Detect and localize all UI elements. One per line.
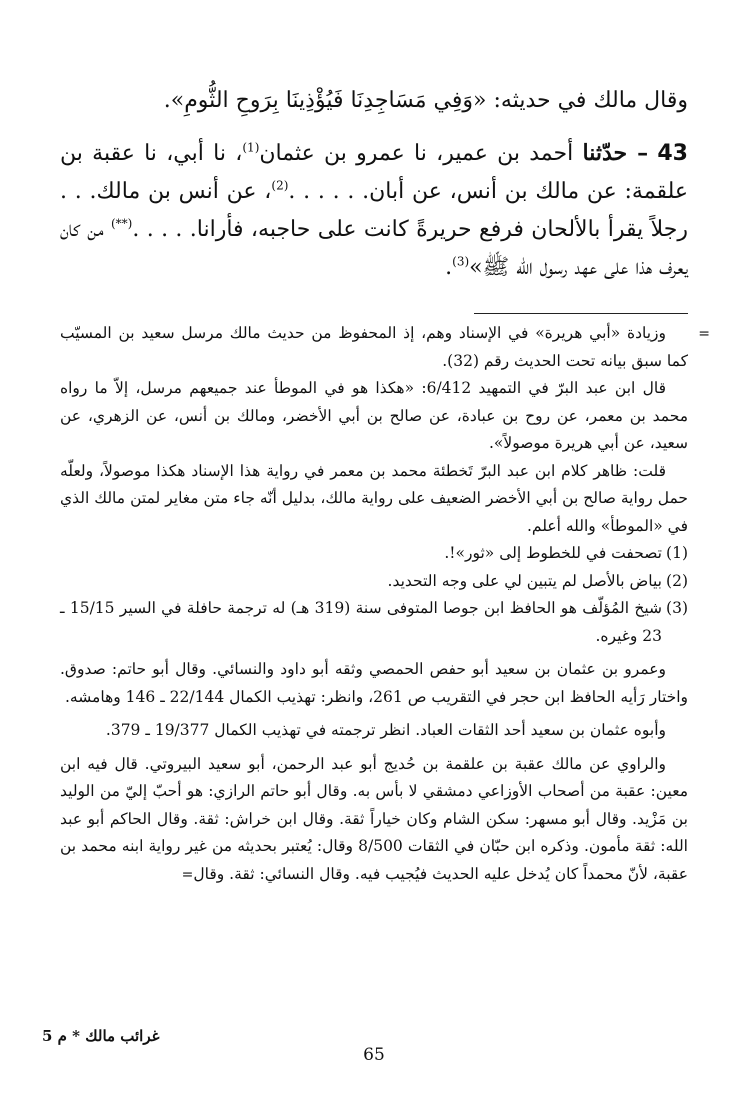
footnote-ref-3[interactable]: (3) (452, 254, 470, 269)
note-paragraph-1: وزيادة «أبي هريرة» في الإسناد وهم، إذ المحفوظ من حديث مالك مرسل سعيد بن المسيّب كما سبق بيانه تحت الحديث رقم (32). (60, 324, 688, 370)
page-number: 65 (363, 1045, 385, 1065)
footnote-2-text: بياض بالأصل لم يتبين لي على وجه التحديد. (387, 571, 662, 590)
footnote-3-text: شيخ المُؤلّف هو الحافظ ابن جوصا المتوفى سنة (319 هـ) له ترجمة حافلة في السير 15/15 ـ 23 وغيره. (60, 599, 663, 645)
continuation-marker: = (698, 326, 710, 342)
main-text (60, 82, 688, 287)
footnote-1 (60, 540, 688, 568)
footnote-1-text: تصحفت في للخطوط إلى «ثور»!. (444, 544, 662, 562)
hadith-lead: – حدّثنا (582, 140, 649, 166)
footnote-1-number: (1) (666, 544, 688, 562)
footnote-2 (60, 568, 688, 596)
hadith-part-3: ، عن أنس بن مالك. . . رجلاً يقرأ بالألحان فرفع حريرةً كانت على حاجبه، فأرانا. . . . . (60, 179, 688, 242)
continuation-end-marker: = (181, 866, 194, 883)
footnote-ref-stars[interactable]: (**) (110, 216, 133, 231)
hadith-part-2: ، نا أبي، نا عقبة بن علقمة: عن مالك بن أنس، عن أبان. . . . . . (60, 141, 688, 204)
footnote-3 (60, 595, 688, 650)
footnotes (60, 320, 688, 889)
intro-line (60, 82, 688, 120)
hadith-end: . (445, 255, 453, 280)
hadith-part-4: من كان يعرف هذا على عهد رسول الله ﷺ» (60, 217, 688, 280)
hadith-part-1: أحمد بن عمير، نا عمرو بن عثمان (259, 141, 574, 166)
footnote-ref-1[interactable]: (1) (242, 140, 260, 155)
note-paragraph-6-text: والراوي عن مالك عقبة بن علقمة بن حُديج أبو عبد الرحمن، أبو سعيد البيروتي. قال فيه ابن معين: عقبة من أصحاب الأوزاعي دمشقي لا بأس به. وقال أبو حاتم الرازي: هو أحبّ إليّ من الوليد بن مَزْيد. وقال أبو مسهر: سكن الشام وكان خياراً ثقة. وقال ابن خراش: ثقة. وقال الحاكم أبو عبد الله: ثقة مأمون. وذكره ابن حبّان في الثقات 8/500 وقال: يُعتبر بحديثه من غير رواية ابنه محمد بن عقبة، لأنّ محمداً كان يُدخل عليه الحديث فيُجيب فيه. وقال النسائي: ثقة. وقال (60, 754, 689, 883)
footnote-2-number: (2) (666, 571, 688, 590)
footnote-divider (474, 313, 688, 314)
signature-mark: غرائب مالك * م 5 (42, 1027, 160, 1045)
note-paragraph-5: وأبوه عثمان بن سعيد أحد الثقات العباد. انظر ترجمته في تهذيب الكمال 19/377 ـ 379. (105, 721, 666, 739)
hadith-43 (60, 134, 688, 287)
note-paragraph-2: قال ابن عبد البرّ في التمهيد 6/412: «هكذا هو في الموطأ عند جميعهم مرسل، إلاّ ما رواه محمد بن معمر، عن روح بن عبادة، عن صالح بن أبي الأخضر، ومالك بن أنس، عن الزهري، عن سعيد، عن أبي هريرة موصولاً». (60, 379, 688, 452)
note-paragraph-6 (60, 751, 688, 890)
note-paragraph-4: وعمرو بن عثمان بن سعيد أبو حفص الحمصي وثقه أبو داود والنسائي. وقال أبو حاتم: صدوق. واختار رَأيه الحافظ ابن حجر في التقريب ص 261، وانظر: تهذيب الكمال 22/144 ـ 146 وهامشه. (60, 660, 688, 706)
intro-line-text: وقال مالك في حديثه: «وَفِي مَسَاجِدِنَا فَيُؤْذِينَا بِرَوحِ الثُّومِ». (163, 88, 688, 113)
hadith-number: 43 (657, 141, 688, 166)
footnote-3-number: (3) (666, 599, 688, 617)
note-paragraph-3: قلت: ظاهر كلام ابن عبد البرّ تَخطئة محمد بن معمر في رواية هذا الإسناد هكذا موصولاً، ولعلّه حمل رواية صالح بن أبي الأخضر الضعيف على رواية مالك، بدليل أنّه جاء متن مغاير لمتن مالك الذي في «الموطأ» والله أعلم. (60, 461, 688, 535)
footnote-ref-2[interactable]: (2) (271, 178, 289, 193)
